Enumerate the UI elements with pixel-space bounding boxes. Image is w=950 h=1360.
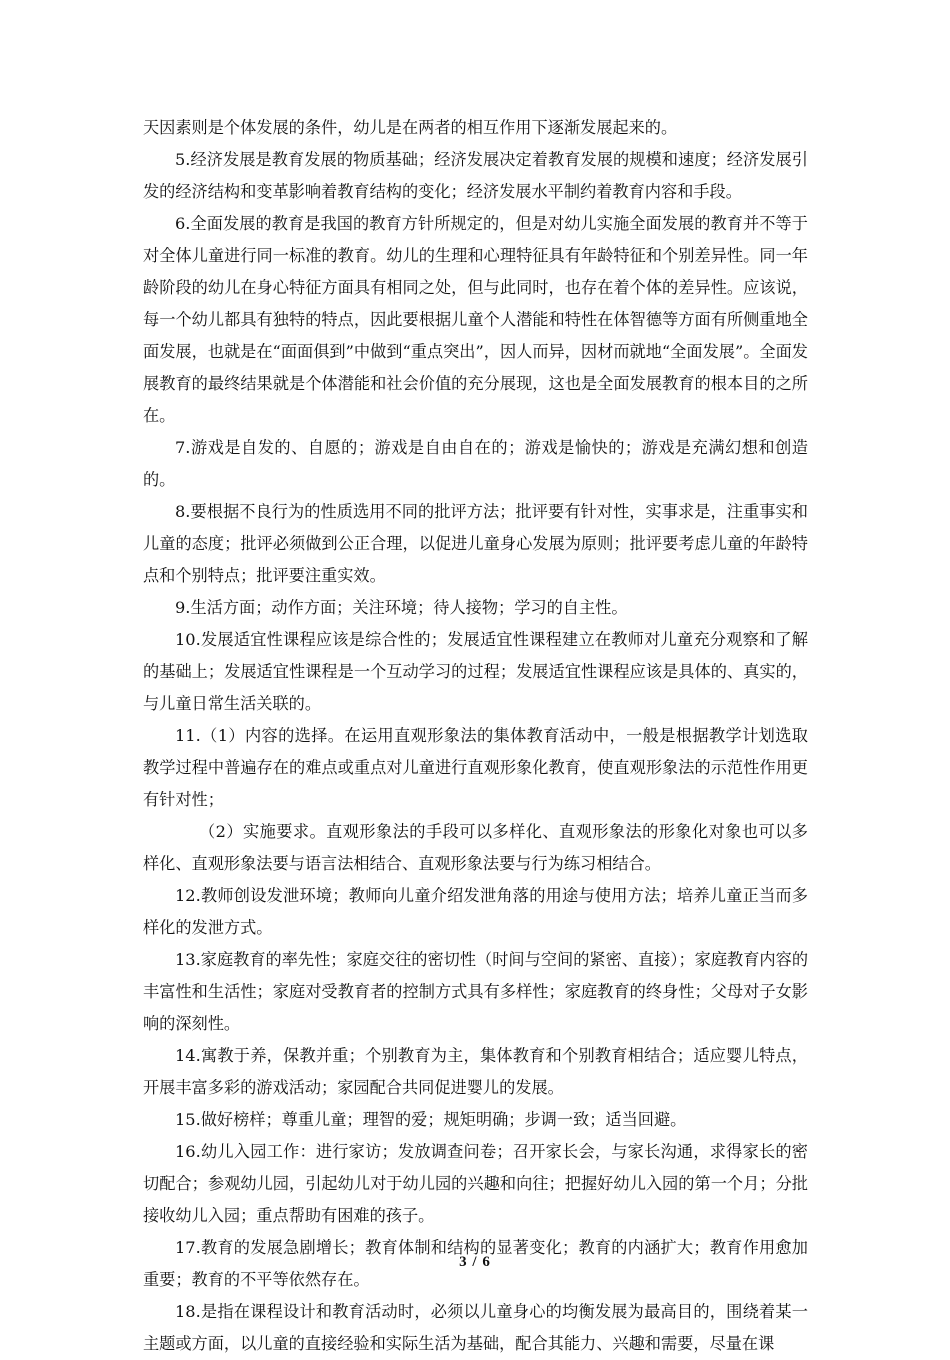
answer-12: 12.教师创设发泄环境；教师向儿童介绍发泄角落的用途与使用方法；培养儿童正当而多样化的发泄方式。 bbox=[143, 886, 808, 937]
answer-11-part-2: （2）实施要求。直观形象法的手段可以多样化、直观形象法的形象化对象也可以多样化、直观形象法要与语言法相结合、直观形象法要与行为练习相结合。 bbox=[143, 822, 808, 873]
paragraph-continuation: 天因素则是个体发展的条件，幼儿是在两者的相互作用下逐渐发展起来的。 bbox=[143, 118, 678, 137]
answer-18: 18.是指在课程设计和教育活动时，必须以儿童身心的均衡发展为最高目的，围绕着某一主题或方面，以儿童的直接经验和实际生活为基础，配合其能力、兴趣和需要，尽量在课 bbox=[143, 1302, 808, 1353]
answer-6: 6.全面发展的教育是我国的教育方针所规定的，但是对幼儿实施全面发展的教育并不等于对全体儿童进行同一标准的教育。幼儿的生理和心理特征具有年龄特征和个别差异性。同一年龄阶段的幼儿在身心特征方面具有相同之处，但与此同时，也存在着个体的差异性。应该说，每一个幼儿都具有独特的特点，因此要根据儿童个人潜能和特性在体智德等方面有所侧重地全面发展，也就是在“面面俱到”中做到“重点突出”，因人而异，因材而就地“全面发展”。全面发展教育的最终结果就是个体潜能和社会价值的充分展现，这也是全面发展教育的根本目的之所在。 bbox=[143, 214, 808, 425]
answer-7: 7.游戏是自发的、自愿的；游戏是自由自在的；游戏是愉快的；游戏是充满幻想和创造的。 bbox=[143, 438, 808, 489]
answer-11-part-1: 11.（1）内容的选择。在运用直观形象法的集体教育活动中，一般是根据教学计划选取教学过程中普遍存在的难点或重点对儿童进行直观形象化教育，使直观形象法的示范性作用更有针对性； bbox=[143, 726, 808, 809]
answer-14: 14.寓教于养，保教并重；个别教育为主，集体教育和个别教育相结合；适应婴儿特点，开展丰富多彩的游戏活动；家园配合共同促进婴儿的发展。 bbox=[143, 1046, 808, 1097]
answer-13: 13.家庭教育的率先性；家庭交往的密切性（时间与空间的紧密、直接）；家庭教育内容的丰富性和生活性；家庭对受教育者的控制方式具有多样性；家庭教育的终身性；父母对子女影响的深刻性。 bbox=[143, 950, 808, 1033]
answer-8: 8.要根据不良行为的性质选用不同的批评方法；批评要有针对性，实事求是，注重事实和儿童的态度；批评必须做到公正合理，以促进儿童身心发展为原则；批评要考虑儿童的年龄特点和个别特点；批评要注重实效。 bbox=[143, 502, 808, 585]
page-body bbox=[143, 112, 808, 1360]
answer-9: 9.生活方面；动作方面；关注环境；待人接物；学习的自主性。 bbox=[175, 598, 628, 617]
answer-16: 16.幼儿入园工作：进行家访；发放调查问卷；召开家长会，与家长沟通，求得家长的密切配合；参观幼儿园，引起幼儿对于幼儿园的兴趣和向往；把握好幼儿入园的第一个月；分批接收幼儿入园；重点帮助有困难的孩子。 bbox=[143, 1142, 808, 1225]
page-number: 3 / 6 bbox=[459, 1254, 491, 1270]
answer-17: 17.教育的发展急剧增长；教育体制和结构的显著变化；教育的内涵扩大；教育作用愈加重要；教育的不平等依然存在。 bbox=[143, 1238, 808, 1289]
answer-15: 15.做好榜样；尊重儿童；理智的爱；规矩明确；步调一致；适当回避。 bbox=[175, 1110, 687, 1129]
answer-10: 10.发展适宜性课程应该是综合性的；发展适宜性课程建立在教师对儿童充分观察和了解的基础上；发展适宜性课程是一个互动学习的过程；发展适宜性课程应该是具体的、真实的，与儿童日常生活关联的。 bbox=[143, 630, 808, 713]
answer-5: 5.经济发展是教育发展的物质基础；经济发展决定着教育发展的规模和速度；经济发展引发的经济结构和变革影响着教育结构的变化；经济发展水平制约着教育内容和手段。 bbox=[143, 150, 808, 201]
